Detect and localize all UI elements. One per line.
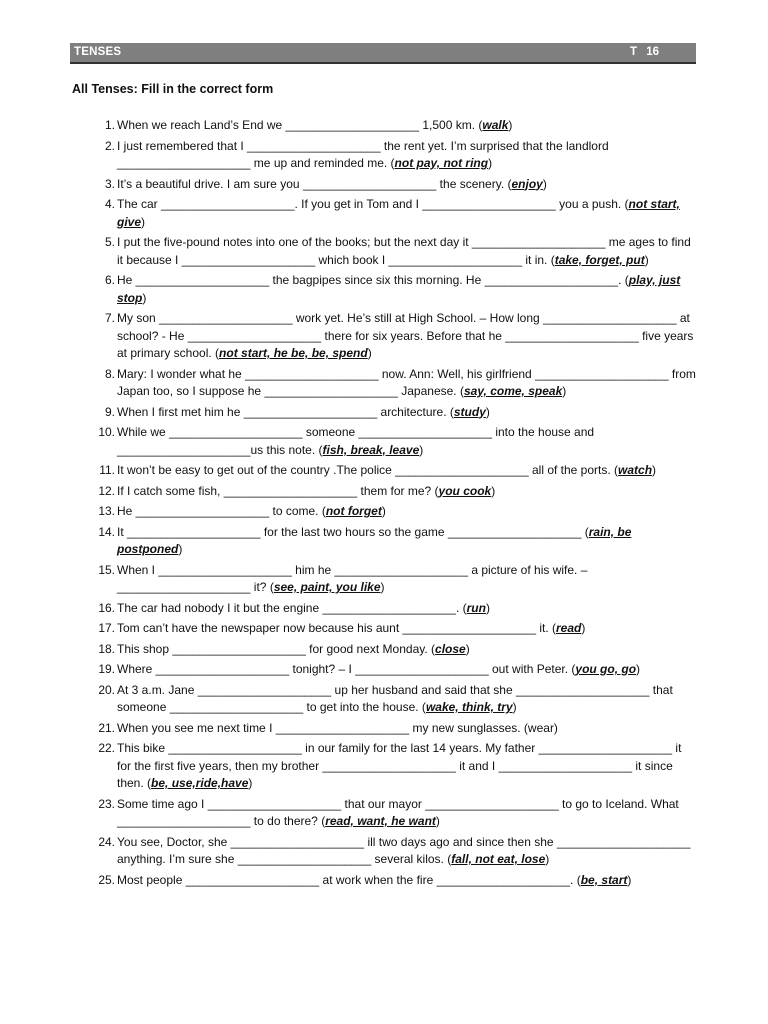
exercise-number: 21. <box>98 720 115 735</box>
closing-paren: ) <box>652 463 657 477</box>
exercise-number: 15. <box>98 562 115 577</box>
exercise-text <box>117 424 696 459</box>
exercise-text <box>117 196 696 231</box>
exercise-sentence: When I first met him he ____________________ architecture. ( <box>117 404 454 419</box>
exercise-text <box>117 641 696 659</box>
closing-paren: ) <box>248 776 253 790</box>
verb-hint: not pay, not ring <box>394 156 489 170</box>
exercise-number: 8. <box>104 366 115 381</box>
exercise-text <box>117 524 696 559</box>
exercise-item <box>88 600 696 618</box>
exercise-number: 20. <box>98 682 115 697</box>
exercise-item <box>88 524 696 559</box>
header-bar <box>70 43 696 64</box>
exercise-text <box>117 620 696 638</box>
closing-paren: ) <box>380 580 385 594</box>
closing-paren: ) <box>545 852 550 866</box>
exercise-number: 24. <box>98 834 115 849</box>
exercise-number: 1. <box>104 118 115 132</box>
closing-paren: ) <box>542 176 547 191</box>
verb-hint: be, start <box>580 872 628 887</box>
closing-paren: ) <box>142 290 147 305</box>
exercise-number: 17. <box>98 621 115 635</box>
exercise-item <box>88 796 696 831</box>
exercise-text <box>117 462 696 480</box>
exercise-item <box>88 272 696 307</box>
closing-paren: ) <box>636 662 641 676</box>
verb-hint: read <box>555 621 582 635</box>
exercise-number: 6. <box>104 273 115 287</box>
exercise-number: 11. <box>99 463 115 477</box>
exercise-number: 7. <box>104 311 115 325</box>
exercise-sentence: At 3 a.m. Jane ____________________ up her husband and said that she ____________________ that someone ____________________ to get into the house. ( <box>117 682 673 714</box>
exercise-sentence: This shop ____________________ for good next Monday. ( <box>117 641 436 656</box>
exercise-text <box>117 796 696 831</box>
verb-hint: not start, he be, be, spend <box>219 346 368 360</box>
exercise-item <box>88 740 696 793</box>
closing-paren: ) <box>141 214 146 229</box>
exercise-number: 4. <box>104 197 115 211</box>
closing-paren: ) <box>381 504 386 518</box>
closing-paren: ) <box>508 118 513 132</box>
exercise-sentence: Mary: I wonder what he ____________________ now. Ann: Well, his girlfriend ____________________ from Japan too, so I suppose he ____________________ Japanese. ( <box>117 366 696 398</box>
verb-hint: say, come, speak <box>463 384 563 398</box>
closing-paren: ) <box>178 542 183 556</box>
exercise-sentence: While we ____________________ someone ____________________ into the house and ____________________us this note. ( <box>117 425 595 457</box>
exercise-item <box>88 404 696 422</box>
exercise-list <box>88 117 696 892</box>
exercise-text <box>117 872 696 890</box>
exercise-item <box>88 462 696 480</box>
exercise-text <box>117 562 696 597</box>
closing-paren: ) <box>367 346 372 360</box>
exercise-sentence: You see, Doctor, she ____________________ ill two days ago and since then she ____________________ anything. I’m sure she ____________________ several kilos. ( <box>117 834 691 866</box>
exercise-text <box>117 310 696 363</box>
exercise-item <box>88 424 696 459</box>
exercise-item <box>88 483 696 501</box>
exercise-number: 19. <box>98 662 115 676</box>
exercise-number: 13. <box>98 504 115 518</box>
exercise-item <box>88 196 696 231</box>
exercise-text <box>117 682 696 717</box>
exercise-text <box>117 234 696 269</box>
closing-paren: ) <box>627 872 632 887</box>
verb-hint: enjoy <box>511 176 543 191</box>
exercise-text <box>117 720 696 738</box>
closing-paren: ) <box>485 404 490 419</box>
exercise-item <box>88 176 696 194</box>
verb-hint: not forget <box>325 504 382 518</box>
closing-paren: ) <box>485 600 490 615</box>
exercise-sentence: Most people ____________________ at work when the fire ____________________. ( <box>117 872 581 887</box>
exercise-sentence: Where ____________________ tonight? – I ____________________ out with Peter. ( <box>117 662 576 676</box>
closing-paren: ) <box>512 700 517 714</box>
exercise-sentence: Tom can’t have the newspaper now because his aunt ____________________ it. ( <box>117 621 556 635</box>
exercise-text <box>117 661 696 679</box>
exercise-number: 2. <box>104 138 115 153</box>
exercise-number: 23. <box>98 796 115 811</box>
verb-hint: study <box>453 404 486 419</box>
exercise-number: 14. <box>98 524 115 539</box>
exercise-item <box>88 872 696 890</box>
verb-hint: not start, give <box>117 197 680 229</box>
exercise-sentence: He ____________________ the bagpipes since six this morning. He ____________________. ( <box>117 273 629 287</box>
exercise-item <box>88 620 696 638</box>
exercise-item <box>88 138 696 173</box>
exercise-sentence: If I catch some fish, ____________________ them for me? ( <box>117 483 439 498</box>
exercise-text <box>117 138 696 173</box>
verb-hint: play, just stop <box>117 273 681 305</box>
exercise-text <box>117 176 696 194</box>
verb-hint: see, paint, you like <box>273 580 381 594</box>
verb-hint: take, forget, put <box>554 252 645 267</box>
exercise-item <box>88 661 696 679</box>
closing-paren: ) <box>419 442 424 457</box>
exercise-text <box>117 600 696 618</box>
exercise-item <box>88 834 696 869</box>
verb-hint: fish, break, leave <box>322 442 420 457</box>
exercise-sentence: When you see me next time I ____________________ my new sunglasses. (wear) <box>117 720 558 735</box>
exercise-sentence: It ____________________ for the last two hours so the game ____________________ ( <box>117 524 589 539</box>
exercise-item <box>88 366 696 401</box>
exercise-sentence: It’s a beautiful drive. I am sure you ____________________ the scenery. ( <box>117 176 512 191</box>
verb-hint: walk <box>482 118 509 132</box>
exercise-number: 22. <box>98 741 115 755</box>
exercise-item <box>88 503 696 521</box>
exercise-number: 9. <box>104 404 115 419</box>
exercise-number: 10. <box>98 425 115 439</box>
exercise-sentence: The car had nobody I it but the engine ____________________. ( <box>117 600 467 615</box>
exercise-item <box>88 562 696 597</box>
exercise-sentence: My son ____________________ work yet. He’s still at High School. – How long ____________________ at school? - He ____________________ there for six years. Before that he ____________________ five years at primary school. ( <box>117 311 694 360</box>
closing-paren: ) <box>562 384 567 398</box>
verb-hint: read, want, he want <box>325 814 436 828</box>
exercise-number: 25. <box>98 872 115 887</box>
page-subtitle: All Tenses: Fill in the correct form <box>72 82 274 96</box>
exercise-text <box>117 117 696 135</box>
exercise-item <box>88 234 696 269</box>
closing-paren: ) <box>488 156 493 170</box>
exercise-sentence: When we reach Land’s End we ____________________ 1,500 km. ( <box>117 118 483 132</box>
exercise-number: 18. <box>98 641 115 656</box>
verb-hint: watch <box>618 463 653 477</box>
closing-paren: ) <box>581 621 586 635</box>
exercise-sentence: I just remembered that I ____________________ the rent yet. I’m surprised that the landlord ____________________ me up and reminded me. ( <box>117 138 609 170</box>
verb-hint: you go, go <box>575 662 637 676</box>
closing-paren: ) <box>435 814 440 828</box>
header-code: T 16 <box>630 46 660 58</box>
exercise-text <box>117 366 696 401</box>
verb-hint: close <box>435 641 466 656</box>
exercise-text <box>117 740 696 793</box>
exercise-sentence: When I ____________________ him he ____________________ a picture of his wife. – ____________________ it? ( <box>117 562 588 594</box>
exercise-text <box>117 404 696 422</box>
exercise-text <box>117 272 696 307</box>
header-title: TENSES <box>74 46 122 58</box>
verb-hint: you cook <box>438 483 492 498</box>
exercise-number: 3. <box>104 176 115 191</box>
closing-paren: ) <box>465 641 470 656</box>
exercise-sentence: It won’t be easy to get out of the country .The police ____________________ all of the ports. ( <box>117 463 619 477</box>
exercise-number: 5. <box>104 235 115 249</box>
exercise-text <box>117 483 696 501</box>
closing-paren: ) <box>644 252 649 267</box>
exercise-number: 16. <box>98 600 115 615</box>
exercise-sentence: Some time ago I ____________________ that our mayor ____________________ to go to Iceland. What ____________________ to do there? ( <box>117 796 679 828</box>
verb-hint: wake, think, try <box>425 700 513 714</box>
exercise-sentence: The car ____________________. If you get in Tom and I ____________________ you a push. ( <box>117 197 629 211</box>
exercise-sentence: I put the five-pound notes into one of the books; but the next day it ____________________ me ages to find it because I ____________________ which book I ____________________ it in. ( <box>117 235 691 267</box>
verb-hint: be, use,ride,have <box>151 776 249 790</box>
exercise-sentence: He ____________________ to come. ( <box>117 504 326 518</box>
verb-hint: run <box>466 600 486 615</box>
closing-paren: ) <box>491 483 496 498</box>
exercise-number: 12. <box>98 483 115 498</box>
exercise-item <box>88 117 696 135</box>
exercise-sentence: This bike ____________________ in our family for the last 14 years. My father ____________________ it for the first five years, then my brother ____________________ it and I ____________________ it since then. ( <box>117 741 682 790</box>
verb-hint: rain, be postponed <box>117 524 632 556</box>
exercise-item <box>88 720 696 738</box>
exercise-text <box>117 503 696 521</box>
verb-hint: fall, not eat, lose <box>451 852 546 866</box>
exercise-item <box>88 310 696 363</box>
exercise-text <box>117 834 696 869</box>
exercise-item <box>88 682 696 717</box>
exercise-item <box>88 641 696 659</box>
